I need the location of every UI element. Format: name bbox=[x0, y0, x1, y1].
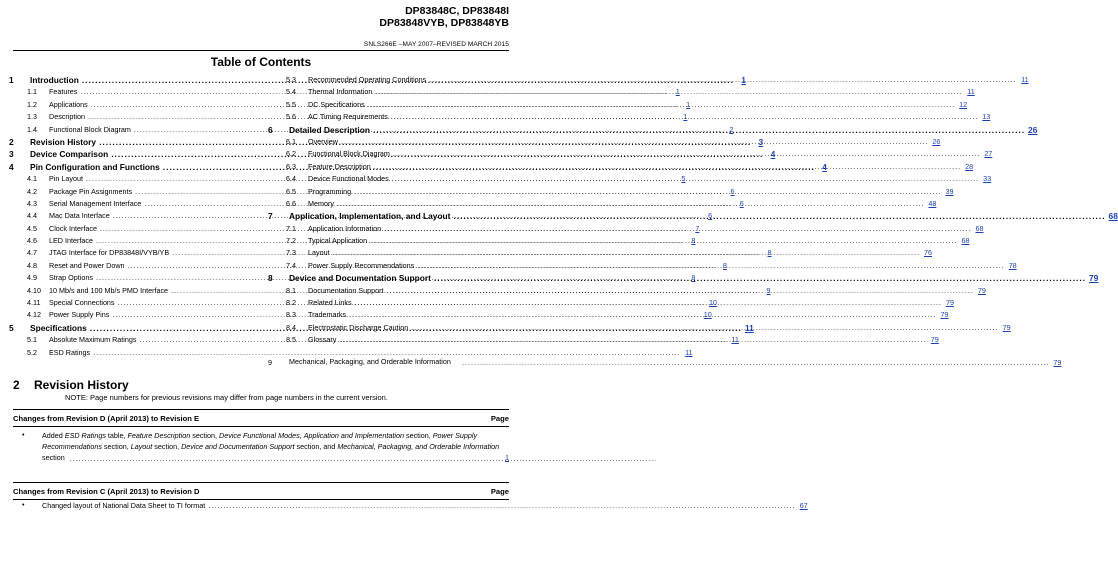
change-item-page-link[interactable]: 1 bbox=[505, 453, 509, 462]
toc-entry-number: 5.1 bbox=[27, 335, 37, 345]
revision-history-note: NOTE: Page numbers for previous revisions may differ from page numbers in the current version. bbox=[65, 393, 388, 402]
toc-entry-number: 7.2 bbox=[286, 236, 296, 246]
toc-entry[interactable] bbox=[268, 174, 992, 186]
toc-entry-page-link[interactable]: 12 bbox=[959, 99, 968, 109]
header-divider bbox=[13, 50, 509, 51]
toc-entry-page-link[interactable]: 48 bbox=[928, 198, 937, 208]
leader-dots bbox=[391, 112, 978, 121]
toc-entry-page-link[interactable]: 68 bbox=[1108, 211, 1118, 222]
toc-entry-number: 6.4 bbox=[286, 174, 296, 184]
toc-entry-number: 4.4 bbox=[27, 211, 37, 221]
toc-entry[interactable] bbox=[268, 186, 954, 199]
toc-entry-page-link[interactable]: 26 bbox=[932, 136, 941, 146]
toc-entry-title[interactable]: Strap Options bbox=[49, 273, 93, 283]
toc-entry-title[interactable]: JTAG Interface for DP83848I/VYB/YB bbox=[49, 248, 170, 258]
change-heading-rev-d bbox=[13, 482, 509, 500]
bullet-icon: • bbox=[22, 430, 25, 439]
change-item-rev-e bbox=[22, 430, 509, 463]
toc-entry-title[interactable]: Revision History bbox=[30, 136, 97, 147]
toc-entry[interactable] bbox=[268, 273, 1099, 285]
toc-entry-title[interactable]: Programming bbox=[308, 186, 352, 196]
toc-entry-title[interactable]: Feature Description bbox=[308, 161, 371, 171]
header-part-numbers-line2: DP83848VYB, DP83848YB bbox=[379, 17, 509, 29]
toc-entry-number: 5.2 bbox=[27, 347, 37, 357]
change-heading-text: Changes from Revision D (April 2013) to Revision E bbox=[13, 414, 200, 423]
toc-entry-page-link[interactable]: 10 bbox=[703, 310, 712, 320]
leader-dots bbox=[339, 335, 926, 344]
toc-entry-title[interactable]: Serial Management Interface bbox=[49, 198, 142, 208]
leader-dots bbox=[341, 137, 928, 146]
revision-history-title: Revision History bbox=[34, 378, 129, 392]
toc-entry-title[interactable]: ESD Ratings bbox=[49, 347, 91, 357]
toc-entry-title[interactable]: Device Functional Modes bbox=[308, 174, 389, 184]
change-item-body bbox=[42, 430, 509, 463]
leader-dots bbox=[462, 358, 1049, 367]
toc-entry-page-link[interactable]: 1 bbox=[686, 99, 691, 109]
toc-entry-number: 7.1 bbox=[286, 223, 296, 233]
leader-dots bbox=[387, 286, 974, 295]
toc-entry-number: 6.2 bbox=[286, 149, 296, 159]
toc-entry-number: 6.1 bbox=[286, 136, 296, 146]
toc-entry-number: 1.2 bbox=[27, 99, 37, 109]
leader-dots bbox=[393, 149, 980, 158]
revision-history-number: 2 bbox=[13, 378, 20, 392]
toc-entry-title[interactable]: Application, Implementation, and Layout bbox=[289, 211, 451, 222]
change-heading-text: Changes from Revision C (April 2013) to Revision D bbox=[13, 487, 200, 496]
revision-history-heading bbox=[13, 378, 129, 392]
toc-entry-title[interactable]: Recommended Operating Conditions bbox=[308, 75, 427, 84]
toc-entry[interactable] bbox=[268, 198, 937, 211]
toc-entry-number: 4.7 bbox=[27, 248, 37, 258]
leader-dots bbox=[373, 125, 1025, 135]
toc-entry-title[interactable]: Device Comparison bbox=[30, 149, 109, 160]
toc-entry-title[interactable]: Glossary bbox=[308, 335, 337, 345]
toc-entry-title[interactable]: Pin Layout bbox=[49, 174, 83, 184]
toc-entry[interactable] bbox=[268, 124, 1038, 137]
toc-entry-number: 9 bbox=[268, 357, 272, 367]
toc-entry-page-link[interactable]: 11 bbox=[731, 335, 739, 345]
leader-dots bbox=[453, 211, 1105, 221]
toc-entry-page-link[interactable]: 10 bbox=[708, 298, 717, 308]
toc-entry-title[interactable]: Application Information bbox=[308, 223, 382, 233]
toc-entry-page-link[interactable]: 28 bbox=[965, 161, 974, 171]
toc-entry-title[interactable]: Special Connections bbox=[49, 298, 115, 308]
change-heading-page-label: Page bbox=[490, 487, 509, 496]
toc-entry-page-link[interactable]: 8 bbox=[722, 260, 727, 270]
toc-entry-page-link[interactable]: 68 bbox=[961, 236, 970, 246]
toc-entry-number: 8.3 bbox=[286, 310, 296, 320]
toc-entry-page-link[interactable]: 78 bbox=[1008, 260, 1017, 270]
toc-entry-title[interactable]: Mechanical, Packaging, and Orderable Information bbox=[289, 357, 451, 367]
toc-entry-number: 5.4 bbox=[286, 87, 296, 97]
toc-entry-page-link[interactable]: 1 bbox=[683, 112, 688, 122]
toc-entry-number: 6.6 bbox=[286, 198, 296, 208]
toc-entry-number: 5.5 bbox=[286, 99, 296, 109]
toc-entry[interactable] bbox=[268, 211, 1118, 223]
toc-entry-page-link[interactable]: 11 bbox=[967, 87, 975, 97]
toc-entry-number: 5.6 bbox=[286, 112, 296, 122]
toc-entry-page-link[interactable]: 13 bbox=[982, 112, 991, 122]
toc-entry-number: 1.1 bbox=[27, 87, 37, 97]
toc-entry-title[interactable]: AC Timing Requirements bbox=[308, 112, 388, 122]
toc-entry-title[interactable]: Power Supply Recommendations bbox=[308, 260, 415, 270]
toc-entry-number: 5 bbox=[9, 322, 14, 333]
toc-entry-page-link[interactable]: 3 bbox=[758, 136, 764, 147]
toc-entry-title[interactable]: Applications bbox=[49, 99, 88, 109]
toc-entry[interactable] bbox=[268, 75, 1029, 87]
toc-entry-title[interactable]: Trademarks bbox=[308, 310, 347, 320]
leader-dots bbox=[368, 100, 955, 109]
toc-entry[interactable] bbox=[268, 248, 932, 260]
toc-title: Table of Contents bbox=[210, 55, 312, 69]
toc-entry-number: 4.12 bbox=[27, 310, 41, 320]
toc-entry-number: 4.2 bbox=[27, 186, 37, 196]
toc-entry-page-link[interactable]: 79 bbox=[940, 310, 949, 320]
toc-entry-page-link[interactable]: 79 bbox=[1089, 273, 1099, 284]
toc-entry-number: 7.4 bbox=[286, 260, 296, 270]
toc-entry-page-link[interactable]: 1 bbox=[675, 87, 680, 97]
toc-entry-page-link[interactable]: 76 bbox=[924, 248, 932, 258]
toc-entry-number: 1.4 bbox=[27, 124, 37, 134]
change-item-text: Changed layout of National Data Sheet to TI format bbox=[42, 501, 206, 510]
toc-entry-page-link[interactable]: 79 bbox=[945, 298, 954, 308]
toc-entry-page-link[interactable]: 8 bbox=[691, 273, 696, 283]
toc-entry[interactable] bbox=[268, 112, 991, 124]
toc-entry-title[interactable]: Electrostatic Discharge Caution bbox=[308, 322, 409, 332]
toc-entry[interactable] bbox=[268, 87, 975, 99]
leader-dots bbox=[349, 310, 936, 319]
toc-entry-page-link[interactable]: 33 bbox=[983, 174, 992, 184]
leader-dots bbox=[70, 453, 210, 463]
toc-entry-number: 6 bbox=[268, 124, 273, 135]
toc-entry-number: 7 bbox=[268, 211, 273, 222]
toc-entry-title[interactable]: Description bbox=[49, 112, 85, 122]
toc-entry-number: 4.11 bbox=[27, 298, 41, 308]
header-part-numbers-line1: DP83848C, DP83848I bbox=[405, 5, 509, 17]
toc-entry-title[interactable]: 10 Mb/s and 100 Mb/s PMD Interface bbox=[49, 285, 169, 295]
toc-entry-page-link[interactable]: 2 bbox=[729, 124, 734, 134]
toc-entry-title[interactable]: Mac Data Interface bbox=[49, 211, 110, 221]
toc-entry-title[interactable]: Package Pin Assignments bbox=[49, 186, 133, 196]
toc-entry-number: 8.4 bbox=[286, 322, 296, 332]
change-item-rev-d bbox=[22, 500, 808, 511]
toc-entry-title[interactable]: Detailed Description bbox=[289, 124, 370, 135]
toc-entry-number: 4 bbox=[9, 161, 14, 172]
leader-dots bbox=[333, 248, 920, 257]
toc-entry-title[interactable]: Documentation Support bbox=[308, 285, 384, 295]
leader-dots bbox=[208, 500, 795, 511]
toc-entry[interactable] bbox=[268, 236, 970, 248]
toc-entry-number: 8.1 bbox=[286, 285, 296, 295]
toc-entry-title[interactable]: Device and Documentation Support bbox=[289, 273, 431, 284]
toc-entry-number: 4.5 bbox=[27, 223, 37, 233]
toc-entry-title[interactable]: Typical Application bbox=[308, 236, 368, 246]
toc-entry-title[interactable]: Pin Configuration and Functions bbox=[30, 161, 160, 172]
toc-entry-page-link[interactable]: 4 bbox=[822, 161, 827, 172]
toc-entry-title[interactable]: Clock Interface bbox=[49, 223, 97, 233]
leader-dots bbox=[354, 187, 941, 196]
toc-entry-title[interactable]: Related Links bbox=[308, 298, 352, 308]
toc-entry-number: 4.3 bbox=[27, 198, 37, 208]
toc-entry-number: 4.10 bbox=[27, 285, 41, 295]
toc-entry-number: 6.3 bbox=[286, 161, 296, 171]
toc-entry-page-link[interactable]: 5 bbox=[681, 174, 686, 184]
toc-entry-number: 1 bbox=[9, 75, 14, 85]
change-item-text: Added ESD Ratings table, Feature Description section, Device Functional Modes, Application and Implementation section, Power Supply Recommendations section, Layout section, Device and Documentation Support section, and Mechanical, Packaging, and Orderable Information section bbox=[42, 431, 500, 462]
toc-entry-page-link[interactable]: 39 bbox=[945, 186, 954, 196]
toc-entry-title[interactable]: Thermal Information bbox=[308, 87, 373, 97]
toc-entry-title[interactable]: Reset and Power Down bbox=[49, 260, 125, 270]
toc-entry[interactable] bbox=[268, 260, 1017, 273]
toc-entry-page-link[interactable]: 26 bbox=[1028, 124, 1038, 135]
toc-entry-page-link[interactable]: 27 bbox=[984, 149, 993, 159]
toc-entry-number: 8.2 bbox=[286, 298, 296, 308]
toc-entry-page-link[interactable]: 79 bbox=[977, 285, 986, 295]
toc-entry-title[interactable]: Functional Block Diagram bbox=[308, 149, 390, 159]
toc-entry-title[interactable]: Functional Block Diagram bbox=[49, 124, 131, 134]
toc-entry-page-link[interactable]: 1 bbox=[741, 75, 746, 85]
toc-entry-title[interactable]: LED Interface bbox=[49, 236, 93, 246]
toc-entry[interactable] bbox=[268, 149, 993, 161]
toc-entry-page-link[interactable]: 6 bbox=[708, 211, 713, 221]
toc-entry-title[interactable]: Layout bbox=[308, 248, 330, 258]
change-item-page-link[interactable]: 67 bbox=[799, 501, 808, 510]
leader-dots bbox=[375, 87, 962, 96]
toc-entry-title[interactable]: Introduction bbox=[30, 75, 79, 85]
toc-entry-page-link[interactable]: 6 bbox=[739, 198, 744, 208]
toc-entry-number: 4.6 bbox=[27, 236, 37, 246]
toc-entry-title[interactable]: Features bbox=[49, 87, 78, 97]
toc-entry-page-link[interactable]: 6 bbox=[730, 186, 735, 196]
toc-entry-page-link[interactable]: 11 bbox=[744, 322, 754, 333]
toc-entry-number: 5.3 bbox=[286, 75, 296, 84]
leader-dots bbox=[417, 261, 1004, 270]
leader-dots bbox=[355, 298, 942, 307]
leader-dots bbox=[429, 75, 1016, 84]
toc-entry-page-link[interactable]: 7 bbox=[695, 223, 700, 233]
leader-dots bbox=[434, 273, 1086, 283]
toc-entry-title[interactable]: Specifications bbox=[30, 322, 87, 333]
toc-entry-number: 8.5 bbox=[286, 335, 296, 345]
toc-entry-page-link[interactable]: 11 bbox=[1021, 75, 1029, 84]
toc-entry[interactable] bbox=[268, 136, 941, 149]
toc-entry[interactable] bbox=[268, 223, 984, 236]
toc-entry[interactable] bbox=[9, 347, 693, 360]
change-item-body bbox=[42, 500, 808, 511]
header-document-reference: SNLS266E –MAY 2007–REVISED MARCH 2015 bbox=[363, 41, 509, 48]
leader-dots bbox=[370, 236, 957, 245]
leader-dots bbox=[392, 174, 979, 183]
change-heading-page-label: Page bbox=[490, 414, 509, 423]
leader-dots bbox=[411, 323, 998, 332]
bullet-icon: • bbox=[22, 500, 25, 509]
toc-entry-number: 4.1 bbox=[27, 174, 37, 184]
toc-entry-page-link[interactable]: 9 bbox=[766, 285, 771, 295]
toc-entry-number: 4.9 bbox=[27, 273, 37, 283]
toc-entry-number: 7.3 bbox=[286, 248, 296, 258]
toc-entry-number: 8 bbox=[268, 273, 273, 284]
toc-entry-page-link[interactable]: 8 bbox=[767, 248, 772, 258]
toc-entry-page-link[interactable]: 8 bbox=[691, 236, 696, 246]
toc-entry[interactable] bbox=[268, 285, 986, 298]
toc-entry-page-link[interactable]: 79 bbox=[930, 335, 939, 345]
leader-dots bbox=[374, 162, 961, 171]
change-heading-rev-e bbox=[13, 409, 509, 427]
toc-entry-page-link[interactable]: 68 bbox=[975, 223, 984, 233]
toc-entry-title[interactable]: Memory bbox=[308, 198, 334, 208]
toc-entry-title[interactable]: Overview bbox=[308, 136, 338, 146]
toc-entry-page-link[interactable]: 4 bbox=[770, 149, 776, 160]
leader-dots bbox=[337, 199, 924, 208]
toc-entry-number: 6.5 bbox=[286, 186, 296, 196]
toc-entry-title[interactable]: Power Supply Pins bbox=[49, 310, 110, 320]
toc-entry[interactable] bbox=[268, 161, 974, 174]
toc-entry-title[interactable]: Absolute Maximum Ratings bbox=[49, 335, 137, 345]
leader-dots bbox=[384, 224, 971, 233]
toc-entry-number: 3 bbox=[9, 149, 14, 160]
toc-entry-number: 4.8 bbox=[27, 260, 37, 270]
toc-entry-page-link[interactable]: 11 bbox=[685, 347, 693, 357]
toc-entry-number: 2 bbox=[9, 136, 14, 147]
toc-entry[interactable] bbox=[268, 99, 968, 112]
toc-entry-page-link[interactable]: 79 bbox=[1002, 322, 1011, 332]
toc-entry-number: 1.3 bbox=[27, 112, 37, 122]
toc-entry-title[interactable]: DC Specifications bbox=[308, 99, 365, 109]
toc-entry-page-link[interactable]: 79 bbox=[1053, 357, 1062, 367]
